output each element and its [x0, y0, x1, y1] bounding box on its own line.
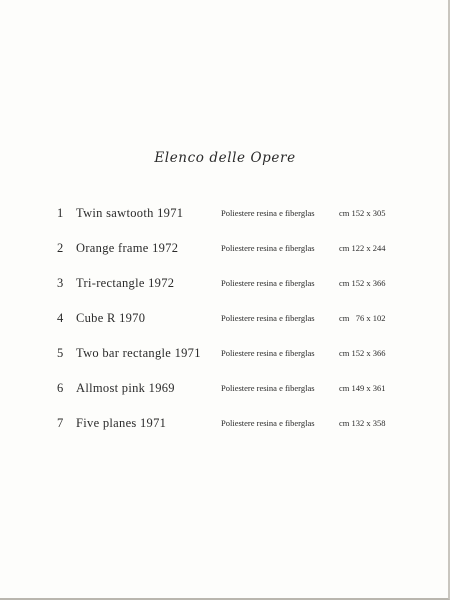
page-title: Elenco delle Opere	[154, 150, 296, 166]
work-title: Two bar rectangle 1971	[76, 346, 201, 360]
work-number: 3	[57, 276, 64, 290]
work-title: Five planes 1971	[76, 416, 167, 430]
work-number: 7	[57, 416, 64, 430]
work-number: 5	[57, 346, 64, 360]
work-material: Poliestere resina e fiberglas	[221, 208, 315, 218]
work-row-1	[0, 206, 450, 241]
work-size: cm 152 x 366	[339, 348, 386, 358]
work-size: cm 149 x 361	[339, 383, 386, 393]
work-size: cm 132 x 358	[339, 418, 386, 428]
work-number: 4	[57, 311, 64, 325]
work-material: Poliestere resina e fiberglas	[221, 348, 315, 358]
work-title: Orange frame 1972	[76, 241, 179, 255]
work-title: Allmost pink 1969	[76, 381, 175, 395]
work-material: Poliestere resina e fiberglas	[221, 418, 315, 428]
work-material: Poliestere resina e fiberglas	[221, 243, 315, 253]
work-material: Poliestere resina e fiberglas	[221, 383, 315, 393]
work-size: cm 76 x 102	[339, 313, 386, 323]
work-title: Cube R 1970	[76, 311, 146, 325]
work-material: Poliestere resina e fiberglas	[221, 278, 315, 288]
work-row-6	[0, 381, 450, 416]
work-number: 6	[57, 381, 64, 395]
work-number: 1	[57, 206, 64, 220]
work-row-2	[0, 241, 450, 276]
works-list	[0, 206, 450, 451]
work-title: Twin sawtooth 1971	[76, 206, 184, 220]
work-row-5	[0, 346, 450, 381]
work-size: cm 152 x 366	[339, 278, 386, 288]
work-row-7	[0, 416, 450, 451]
work-number: 2	[57, 241, 64, 255]
work-title: Tri-rectangle 1972	[76, 276, 175, 290]
work-size: cm 122 x 244	[339, 243, 386, 253]
work-material: Poliestere resina e fiberglas	[221, 313, 315, 323]
work-row-4	[0, 311, 450, 346]
work-row-3	[0, 276, 450, 311]
work-size: cm 152 x 305	[339, 208, 386, 218]
